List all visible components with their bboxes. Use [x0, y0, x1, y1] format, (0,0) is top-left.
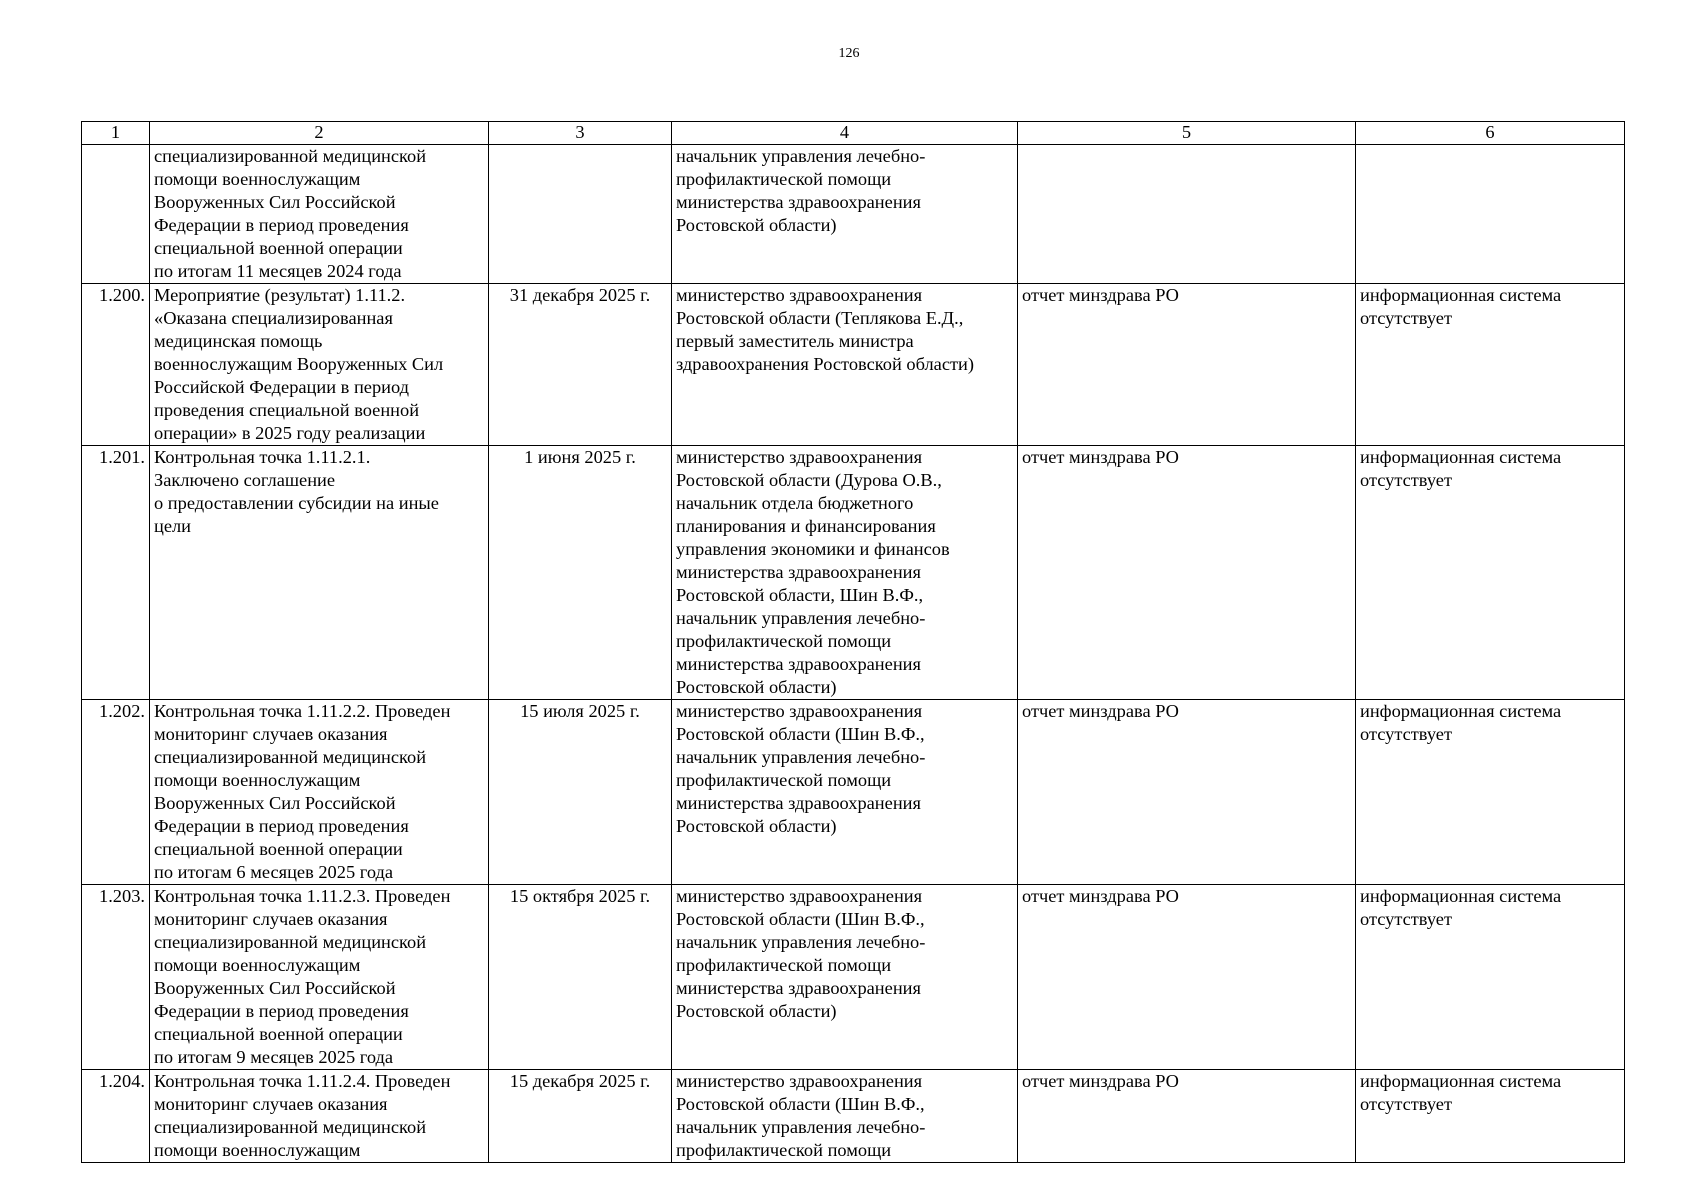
row-date: 15 октября 2025 г. [489, 885, 672, 1070]
row-document: отчет минздрава РО [1018, 284, 1356, 446]
header-col-5: 5 [1018, 122, 1356, 145]
row-responsible [672, 284, 1018, 446]
row-responsible [672, 1070, 1018, 1163]
row-description [150, 1070, 489, 1163]
row-description-text: Контрольная точка 1.11.2.2. Проведен мониторинг случаев оказания специализированной медицинской помощи военнослужащим Вооруженных Сил Российской Федерации в период проведения специальной военной операции по итогам 6 месяцев 2025 года [154, 701, 451, 882]
row-description-text: Контрольная точка 1.11.2.3. Проведен мониторинг случаев оказания специализированной медицинской помощи военнослужащим Вооруженных Сил Российской Федерации в период проведения специальной военной операции по итогам 9 месяцев 2025 года [154, 886, 451, 1067]
row-system-text: информационная система отсутствует [1360, 886, 1562, 929]
row-system [1356, 284, 1625, 446]
row-description-text: Мероприятие (результат) 1.11.2. «Оказана специализированная медицинская помощь военнослужащим Вооруженных Сил Российской Федерации в период проведения специальной военной операции» в 2025 году реализации [154, 285, 444, 443]
row-system-text: информационная система отсутствует [1360, 285, 1562, 328]
row-document: отчет минздрава РО [1018, 885, 1356, 1070]
row-number: 1.202. [82, 700, 150, 885]
row-description-text: специализированной медицинской помощи военнослужащим Вооруженных Сил Российской Федерации в период проведения специальной военной операции по итогам 11 месяцев 2024 года [154, 146, 427, 281]
header-col-2: 2 [150, 122, 489, 145]
row-number: 1.201. [82, 446, 150, 700]
row-date: 1 июня 2025 г. [489, 446, 672, 700]
row-responsible-text: министерство здравоохранения Ростовской области (Дурова О.В., начальник отдела бюджетного планирования и финансирования управления экономики и финансов министерства здравоохранения Ростовской области, Шин В.Ф., начальник управления лечебно- профилактической помощи министерства здравоохранения Ростовской области) [676, 447, 950, 697]
row-description [150, 446, 489, 700]
row-responsible-text: министерство здравоохранения Ростовской области (Шин В.Ф., начальник управления лечебно- профилактической помощи [676, 1071, 926, 1160]
row-number [82, 145, 150, 284]
row-description [150, 145, 489, 284]
row-description [150, 885, 489, 1070]
row-document [1018, 145, 1356, 284]
row-responsible [672, 145, 1018, 284]
row-document: отчет минздрава РО [1018, 700, 1356, 885]
plan-table [81, 121, 1625, 1163]
row-date: 31 декабря 2025 г. [489, 284, 672, 446]
header-col-6: 6 [1356, 122, 1625, 145]
row-document: отчет минздрава РО [1018, 1070, 1356, 1163]
row-system [1356, 700, 1625, 885]
row-system-text: информационная система отсутствует [1360, 1071, 1562, 1114]
row-description [150, 284, 489, 446]
table-row [82, 885, 1625, 1070]
header-col-4: 4 [672, 122, 1018, 145]
table-row [82, 700, 1625, 885]
row-responsible-text: начальник управления лечебно- профилактической помощи министерства здравоохранения Ростовской области) [676, 146, 926, 235]
row-responsible-text: министерство здравоохранения Ростовской области (Шин В.Ф., начальник управления лечебно- профилактической помощи министерства здравоохранения Ростовской области) [676, 701, 926, 836]
row-system [1356, 885, 1625, 1070]
row-system [1356, 446, 1625, 700]
row-description [150, 700, 489, 885]
row-number: 1.203. [82, 885, 150, 1070]
row-system-text: информационная система отсутствует [1360, 447, 1562, 490]
row-date: 15 декабря 2025 г. [489, 1070, 672, 1163]
row-system-text: информационная система отсутствует [1360, 701, 1562, 744]
row-responsible [672, 446, 1018, 700]
page-number: 126 [838, 46, 860, 61]
table-row [82, 1070, 1625, 1163]
row-date [489, 145, 672, 284]
table-row [82, 446, 1625, 700]
row-responsible [672, 885, 1018, 1070]
row-description-text: Контрольная точка 1.11.2.4. Проведен мониторинг случаев оказания специализированной медицинской помощи военнослужащим [154, 1071, 451, 1160]
row-date: 15 июля 2025 г. [489, 700, 672, 885]
row-number: 1.204. [82, 1070, 150, 1163]
row-number: 1.200. [82, 284, 150, 446]
row-document: отчет минздрава РО [1018, 446, 1356, 700]
row-responsible [672, 700, 1018, 885]
header-col-1: 1 [82, 122, 150, 145]
row-responsible-text: министерство здравоохранения Ростовской области (Теплякова Е.Д., первый заместитель министра здравоохранения Ростовской области) [676, 285, 974, 374]
table-row [82, 284, 1625, 446]
header-row [82, 122, 1625, 145]
row-system [1356, 145, 1625, 284]
table-row [82, 145, 1625, 284]
row-responsible-text: министерство здравоохранения Ростовской области (Шин В.Ф., начальник управления лечебно- профилактической помощи министерства здравоохранения Ростовской области) [676, 886, 926, 1021]
row-system [1356, 1070, 1625, 1163]
row-description-text: Контрольная точка 1.11.2.1. Заключено соглашение о предоставлении субсидии на иные цели [154, 447, 439, 536]
header-col-3: 3 [489, 122, 672, 145]
